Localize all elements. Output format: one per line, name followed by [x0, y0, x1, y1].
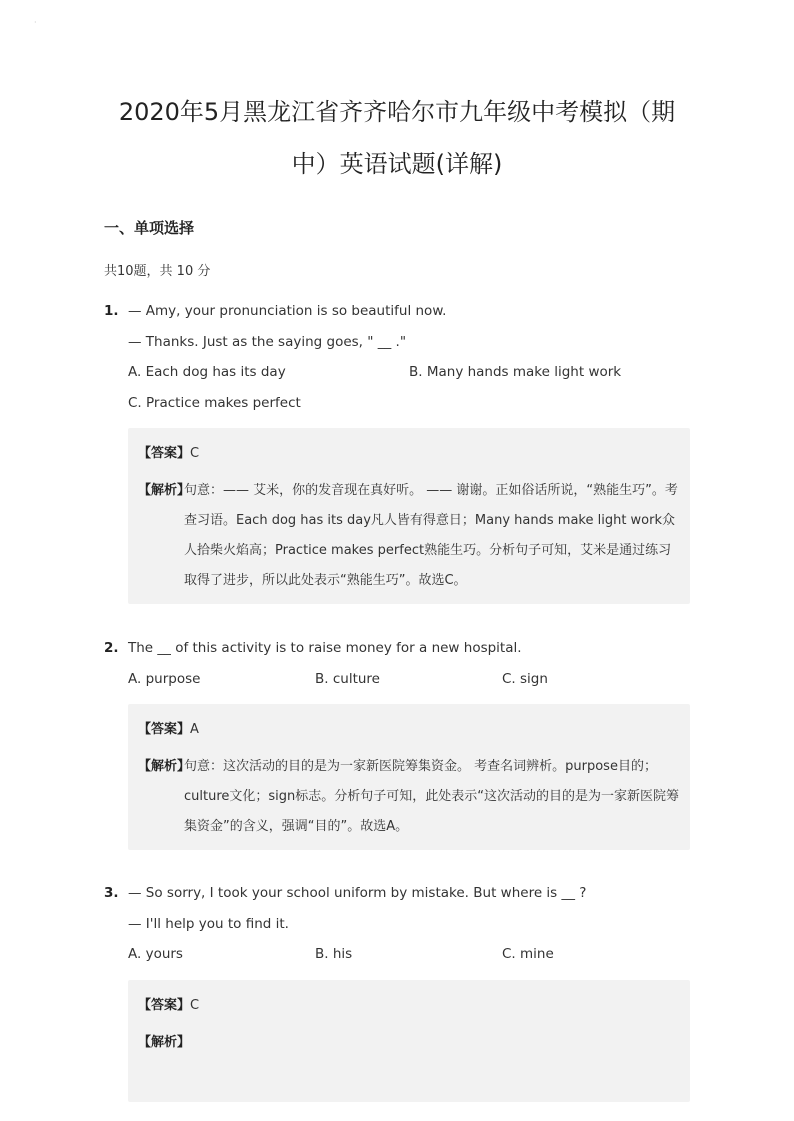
explanation-row: [138, 752, 684, 842]
section-count: 共10题，共 10 分: [104, 264, 211, 279]
option-b: B. Many hands make light work: [409, 364, 622, 380]
section-title: 一、单项选择: [104, 219, 195, 237]
question-3: [104, 885, 704, 975]
question-number: 2.: [104, 640, 119, 656]
option-a: A. Each dog has its day: [128, 364, 286, 380]
corner-mark: ·: [34, 18, 37, 27]
answer-value: A: [190, 722, 199, 737]
explanation-label: 【解析】: [138, 759, 191, 774]
page-title: [100, 86, 694, 190]
question-stem-line: — Thanks. Just as the saying goes, " __ .": [128, 334, 407, 350]
explanation-row: [138, 476, 684, 596]
option-a: A. purpose: [128, 671, 201, 687]
answer-value: C: [190, 998, 200, 1013]
option-b: B. his: [315, 946, 353, 962]
answer-label: 【答案】: [138, 998, 191, 1013]
answer-row: [138, 718, 199, 737]
question-stem-line: — I'll help you to find it.: [128, 916, 289, 932]
answer-row: [138, 442, 199, 461]
answer-value: C: [190, 446, 200, 461]
answer-row: [138, 994, 199, 1013]
explanation-label: 【解析】: [138, 483, 191, 498]
option-a: A. yours: [128, 946, 183, 962]
explanation-label: 【解析】: [138, 1035, 191, 1050]
question-stem-line: — Amy, your pronunciation is so beautiful now.: [128, 303, 447, 319]
answer-label: 【答案】: [138, 446, 191, 461]
question-number: 3.: [104, 885, 119, 901]
question-1: [104, 303, 704, 423]
option-c: C. mine: [502, 946, 554, 962]
page-title-line-1: 2020年5月黑龙江省齐齐哈尔市九年级中考模拟（期: [118, 98, 676, 126]
question-stem-line: The __ of this activity is to raise money for a new hospital.: [128, 640, 522, 656]
answer-box-2: [128, 704, 690, 850]
answer-box-1: [128, 428, 690, 604]
explanation-text: 句意：这次活动的目的是为一家新医院筹集资金。 考查名词辨析。purpose目的；culture文化；sign标志。分析句子可知，此处表示“这次活动的目的是为一家新医院筹集资金”的含义，强调“目的”。故选A。: [184, 759, 680, 834]
question-stem-line: — So sorry, I took your school uniform by mistake. But where is __ ?: [128, 885, 587, 901]
page-title-line-2: 中）英语试题(详解): [291, 150, 503, 178]
explanation-text: 句意：—— 艾米，你的发音现在真好听。 —— 谢谢。正如俗话所说，“熟能生巧”。考查习语。Each dog has its day凡人皆有得意日；Many hands make light work众人拾柴火焰高；Practice makes perfect熟能生巧。分析句子可知，艾米是通过练习取得了进步，所以此处表示“熟能生巧”。故选C。: [184, 483, 678, 588]
answer-box-3: [128, 980, 690, 1102]
option-b: B. culture: [315, 671, 380, 687]
explanation-row: [138, 1028, 684, 1058]
question-2: [104, 640, 704, 700]
answer-label: 【答案】: [138, 722, 191, 737]
option-c: C. Practice makes perfect: [128, 395, 301, 411]
question-number: 1.: [104, 303, 119, 319]
option-c: C. sign: [502, 671, 548, 687]
